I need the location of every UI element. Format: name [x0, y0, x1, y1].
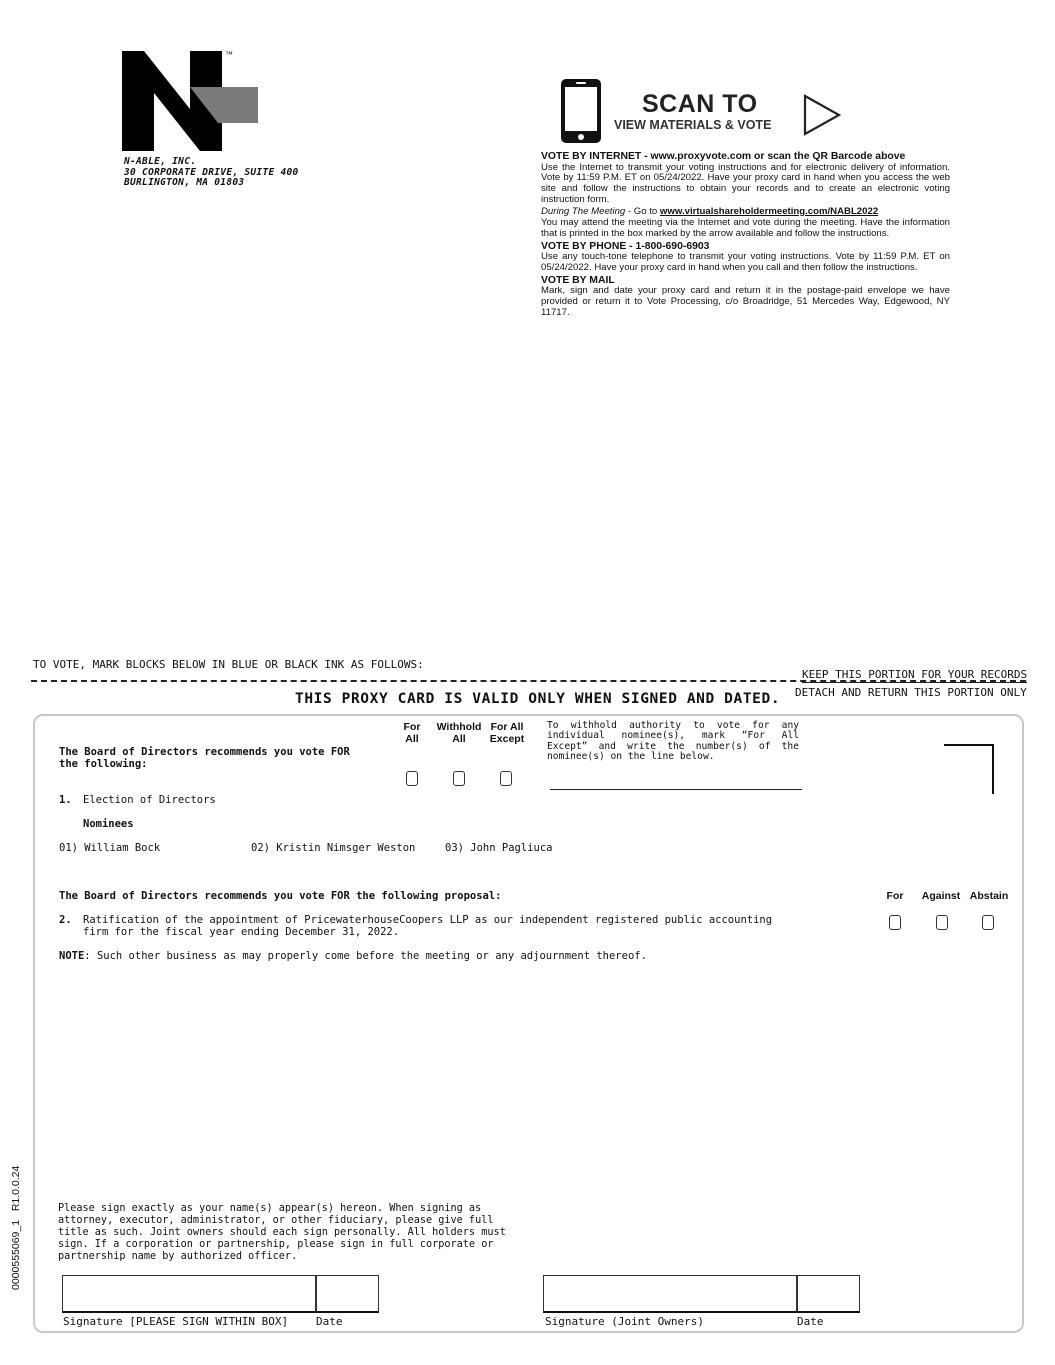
note	[59, 950, 647, 962]
col-against: Against	[921, 890, 961, 902]
valid-notice: THIS PROXY CARD IS VALID ONLY WHEN SIGNED AND DATED.	[295, 691, 781, 707]
proposal2-number: 2.	[59, 914, 72, 926]
internet-heading: VOTE BY INTERNET - www.proxyvote.com or scan the QR Barcode above	[541, 151, 906, 162]
trademark-mark: ™	[225, 50, 233, 59]
keep-portion-label: KEEP THIS PORTION FOR YOUR RECORDS	[802, 668, 1028, 681]
detach-portion-label: DETACH AND RETURN THIS PORTION ONLY	[795, 686, 1027, 699]
date-box[interactable]	[315, 1275, 379, 1313]
nominee-3: 03) John Pagliuca	[445, 842, 553, 854]
mark-instruction: TO VOTE, MARK BLOCKS BELOW IN BLUE OR BLACK INK AS FOLLOWS:	[33, 658, 424, 671]
scan-title: SCAN TO	[642, 90, 758, 118]
note-label: NOTE	[59, 950, 85, 962]
voting-instructions	[541, 150, 950, 320]
n-able-logo	[122, 51, 262, 153]
meeting-line	[541, 207, 950, 218]
nominees-label: Nominees	[83, 818, 134, 830]
checkbox-for-all[interactable]	[406, 771, 418, 786]
note-text: : Such other business as may properly come before the meeting or any adjournment thereof.	[84, 950, 647, 962]
signature-label: Signature [PLEASE SIGN WITHIN BOX]	[63, 1315, 289, 1328]
phone-heading: VOTE BY PHONE - 1-800-690-6903	[541, 240, 710, 252]
mail-heading: VOTE BY MAIL	[541, 274, 615, 286]
joint-signature-box[interactable]	[543, 1275, 798, 1313]
checkbox-proposal2-against[interactable]	[936, 915, 948, 930]
company-address	[124, 157, 299, 189]
joint-date-label: Date	[797, 1315, 824, 1328]
address-line2: BURLINGTON, MA 01803	[124, 177, 245, 188]
signature-box[interactable]	[62, 1275, 317, 1313]
internet-body: Use the Internet to transmit your voting instructions and for electronic delivery of information. Vote by 11:59 P.M. ET on 05/24/2022. Have your proxy card in hand when you access the web site and follow the instructions to obtain your records and to create an electronic voting instruction form.	[541, 161, 950, 205]
smartphone-icon	[560, 78, 602, 144]
checkbox-withhold-all[interactable]	[453, 771, 465, 786]
play-arrow-icon	[802, 93, 842, 137]
meeting-body: You may attend the meeting via the Internet and vote during the meeting. Have the information that is printed in the box marked by the arrow available and follow the instructions.	[541, 217, 950, 239]
scan-subtitle: VIEW MATERIALS & VOTE	[614, 118, 772, 132]
nominee-1: 01) William Bock	[59, 842, 161, 854]
checkbox-proposal2-abstain[interactable]	[982, 915, 994, 930]
board-recommendation-2: The Board of Directors recommends you vote FOR the following proposal:	[59, 890, 502, 902]
board-recommendation-1: The Board of Directors recommends you vote FOR the following:	[59, 746, 350, 770]
col-abstain: Abstain	[969, 890, 1009, 902]
col-for-all: For All	[403, 721, 421, 745]
proposal1-number: 1.	[59, 794, 72, 806]
address-line1: 30 CORPORATE DRIVE, SUITE 400	[124, 166, 299, 178]
nominee-exception-line[interactable]	[550, 789, 802, 790]
col-withhold-all: Withhold All	[436, 721, 482, 745]
meeting-prefix: During The Meeting	[541, 205, 626, 217]
phone-body: Use any touch-tone telephone to transmit your voting instructions. Vote by 11:59 P.M. ET on 05/24/2022. Have your proxy card in hand when you call and then follow the instructions.	[541, 251, 950, 274]
checkbox-for-all-except[interactable]	[500, 771, 512, 786]
signature-instruction: Please sign exactly as your name(s) appear(s) hereon. When signing as attorney, executor, administrator, or other fiduciary, please give full title as such. Joint owners should each sign personally. All holders must sign. If a corporation or partnership, please sign in full corporate or partnership name by authorized officer.	[58, 1203, 506, 1262]
col-for: For	[886, 890, 904, 902]
company-name: N-ABLE, INC.	[124, 156, 197, 167]
corner-mark	[944, 744, 994, 794]
checkbox-proposal2-for[interactable]	[889, 915, 901, 930]
date-label: Date	[316, 1315, 343, 1328]
meeting-go: - Go to	[625, 205, 660, 217]
proposal2-text: Ratification of the appointment of PricewaterhouseCoopers LLP as our independent registered public accounting firm for the fiscal year ending December 31, 2022.	[83, 914, 773, 938]
mail-body: Mark, sign and date your proxy card and return it in the postage-paid envelope we have provided or return it to Vote Processing, c/o Broadridge, 51 Mercedes Way, Edgewood, NY 11717.	[541, 285, 950, 318]
withhold-instruction: To withhold authority to vote for any individual nominee(s), mark “For All Except” and write the number(s) of the nominee(s) on the line below.	[547, 720, 799, 763]
nominee-2: 02) Kristin Nimsger Weston	[251, 842, 416, 854]
proposal1-title: Election of Directors	[83, 794, 216, 806]
document-id: 0000555069_1 R1.0.0.24	[10, 1165, 22, 1290]
joint-date-box[interactable]	[796, 1275, 860, 1313]
joint-signature-label: Signature (Joint Owners)	[545, 1315, 704, 1328]
meeting-url-link[interactable]: www.virtualshareholdermeeting.com/NABL2022	[659, 205, 879, 217]
col-for-all-except: For All Except	[489, 721, 525, 745]
